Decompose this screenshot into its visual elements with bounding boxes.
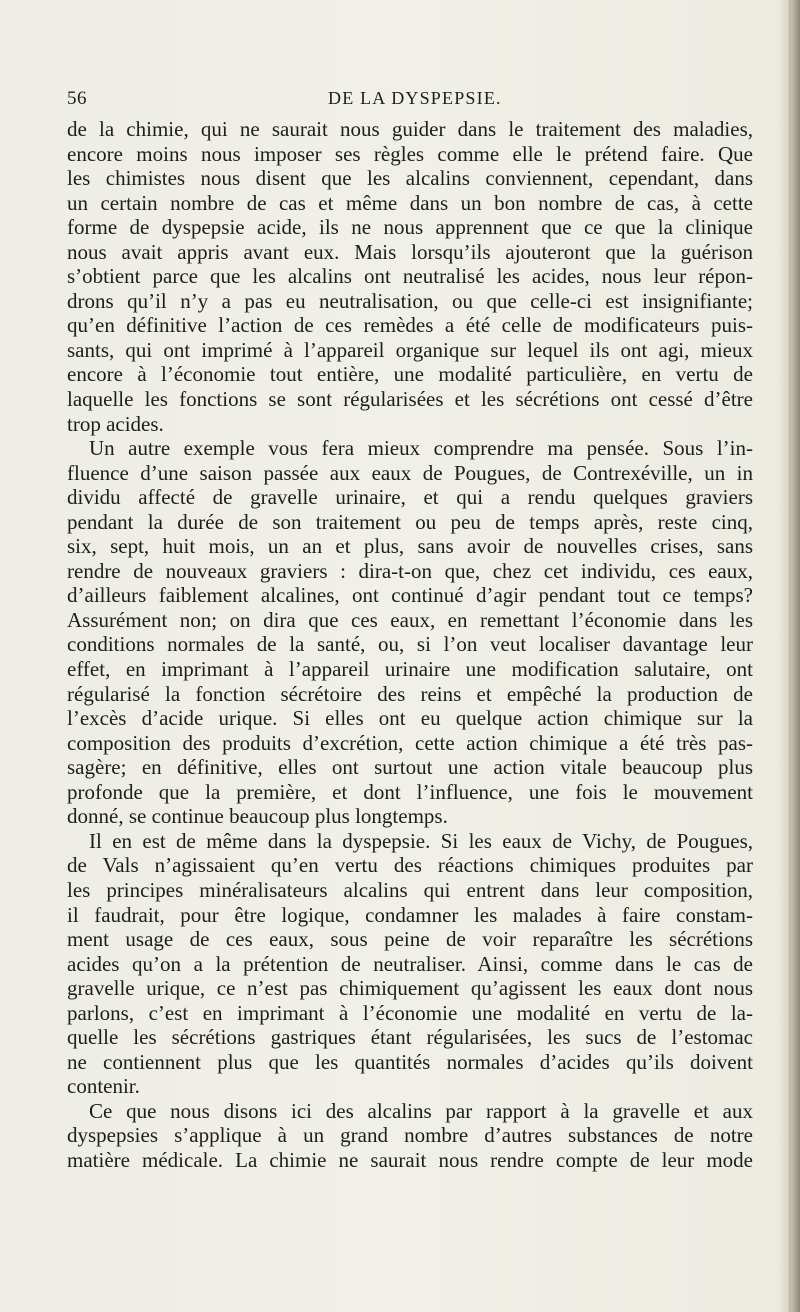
paragraph-first-line: Ce que nous disons ici des alcalins par rapport à la gravelle et aux [89,1098,753,1123]
text-line: l’excès d’acide urique. Si elles ont eu quelque action chimique sur la [67,706,753,731]
paragraph-end-line: trop acides. [67,411,164,436]
text-line: profonde que la première, et dont l’influence, une fois le mouvement [67,779,753,804]
paragraph-first-line: Il en est de même dans la dyspepsie. Si les eaux de Vichy, de Pougues, [89,828,753,853]
text-line: il faudrait, pour être logique, condamner les malades à faire constam- [67,902,753,927]
text-line: les chimistes nous disent que les alcalins conviennent, cependant, dans [67,166,753,191]
text-line: nous avait appris avant eux. Mais lorsqu’ils ajouteront que la guérison [67,239,753,264]
page-fold-line [789,0,791,1312]
text-line: un certain nombre de cas et même dans un bon nombre de cas, à cette [67,190,753,215]
text-line: laquelle les fonctions se sont régularisées et les sécrétions ont cessé d’être [67,387,753,412]
text-line: forme de dyspepsie acide, ils ne nous apprennent que ce que la clinique [67,215,753,240]
text-line: s’obtient parce que les alcalins ont neutralisé les acides, nous leur répon- [67,264,753,289]
text-line: de la chimie, qui ne saurait nous guider dans le traitement des maladies, [67,117,753,141]
text-line: pendant la durée de son traitement ou peu de temps après, reste cinq, [67,509,753,534]
text-line: conditions normales de la santé, ou, si l’on veut localiser davantage leur [67,632,753,657]
page-number: 56 [67,88,87,109]
paragraph-end-line: donné, se continue beaucoup plus longtemps. [67,804,448,829]
running-head: DE LA DYSPEPSIE. [328,88,502,108]
text-line: parlons, c’est en imprimant à l’économie une modalité en vertu de la- [67,1000,753,1025]
body-text [67,117,753,1173]
text-line: sants, qui ont imprimé à l’appareil organique sur lequel ils ont agi, mieux [67,337,753,362]
text-line: matière médicale. La chimie ne saurait nous rendre compte de leur mode [67,1147,753,1172]
page-header [0,88,800,112]
text-line: de Vals n’agissaient qu’en vertu des réactions chimiques produites par [67,853,753,878]
paragraph-first-line: Un autre exemple vous fera mieux comprendre ma pensée. Sous l’in- [89,436,753,461]
text-line: fluence d’une saison passée aux eaux de Pougues, de Contrexéville, un in [67,460,753,485]
text-line: quelle les sécrétions gastriques étant régularisées, les sucs de l’estomac [67,1025,753,1050]
text-line: encore à l’économie tout entière, une modalité particulière, en vertu de [67,362,753,387]
paragraph-end-line: contenir. [67,1074,140,1099]
text-line: six, sept, huit mois, un an et plus, sans avoir de nouvelles crises, sans [67,534,753,559]
text-line: dyspepsies s’applique à un grand nombre d’autres substances de notre [67,1123,753,1148]
text-line: les principes minéralisateurs alcalins qui entrent dans leur composition, [67,877,753,902]
text-line: rendre de nouveaux graviers : dira-t-on que, chez cet individu, ces eaux, [67,558,753,583]
text-line: régularisé la fonction sécrétoire des reins et empêché la production de [67,681,753,706]
text-line: qu’en définitive l’action de ces remèdes a été celle de modificateurs puis- [67,313,753,338]
text-line: d’ailleurs faiblement alcalines, ont continué d’agir pendant tout ce temps? [67,583,753,608]
text-line: drons qu’il n’y a pas eu neutralisation, ou que celle-ci est insignifiante; [67,288,753,313]
text-line: gravelle urique, ce n’est pas chimiquement qu’agissent les eaux dont nous [67,976,753,1001]
text-line: Assurément non; on dira que ces eaux, en remettant l’économie dans les [67,607,753,632]
text-line: sagère; en définitive, elles ont surtout une action vitale beaucoup plus [67,755,753,780]
text-line: composition des produits d’excrétion, cette action chimique a été très pas- [67,730,753,755]
text-line: encore moins nous imposer ses règles comme elle le prétend faire. Que [67,141,753,166]
text-line: ne contiennent plus que les quantités normales d’acides qu’ils doivent [67,1049,753,1074]
text-line: ment usage de ces eaux, sous peine de voir reparaître les sécrétions [67,927,753,952]
text-line: effet, en imprimant à l’appareil urinaire une modification salutaire, ont [67,657,753,682]
text-line: dividu affecté de gravelle urinaire, et qui a rendu quelques graviers [67,485,753,510]
text-line: acides qu’on a la prétention de neutraliser. Ainsi, comme dans le cas de [67,951,753,976]
